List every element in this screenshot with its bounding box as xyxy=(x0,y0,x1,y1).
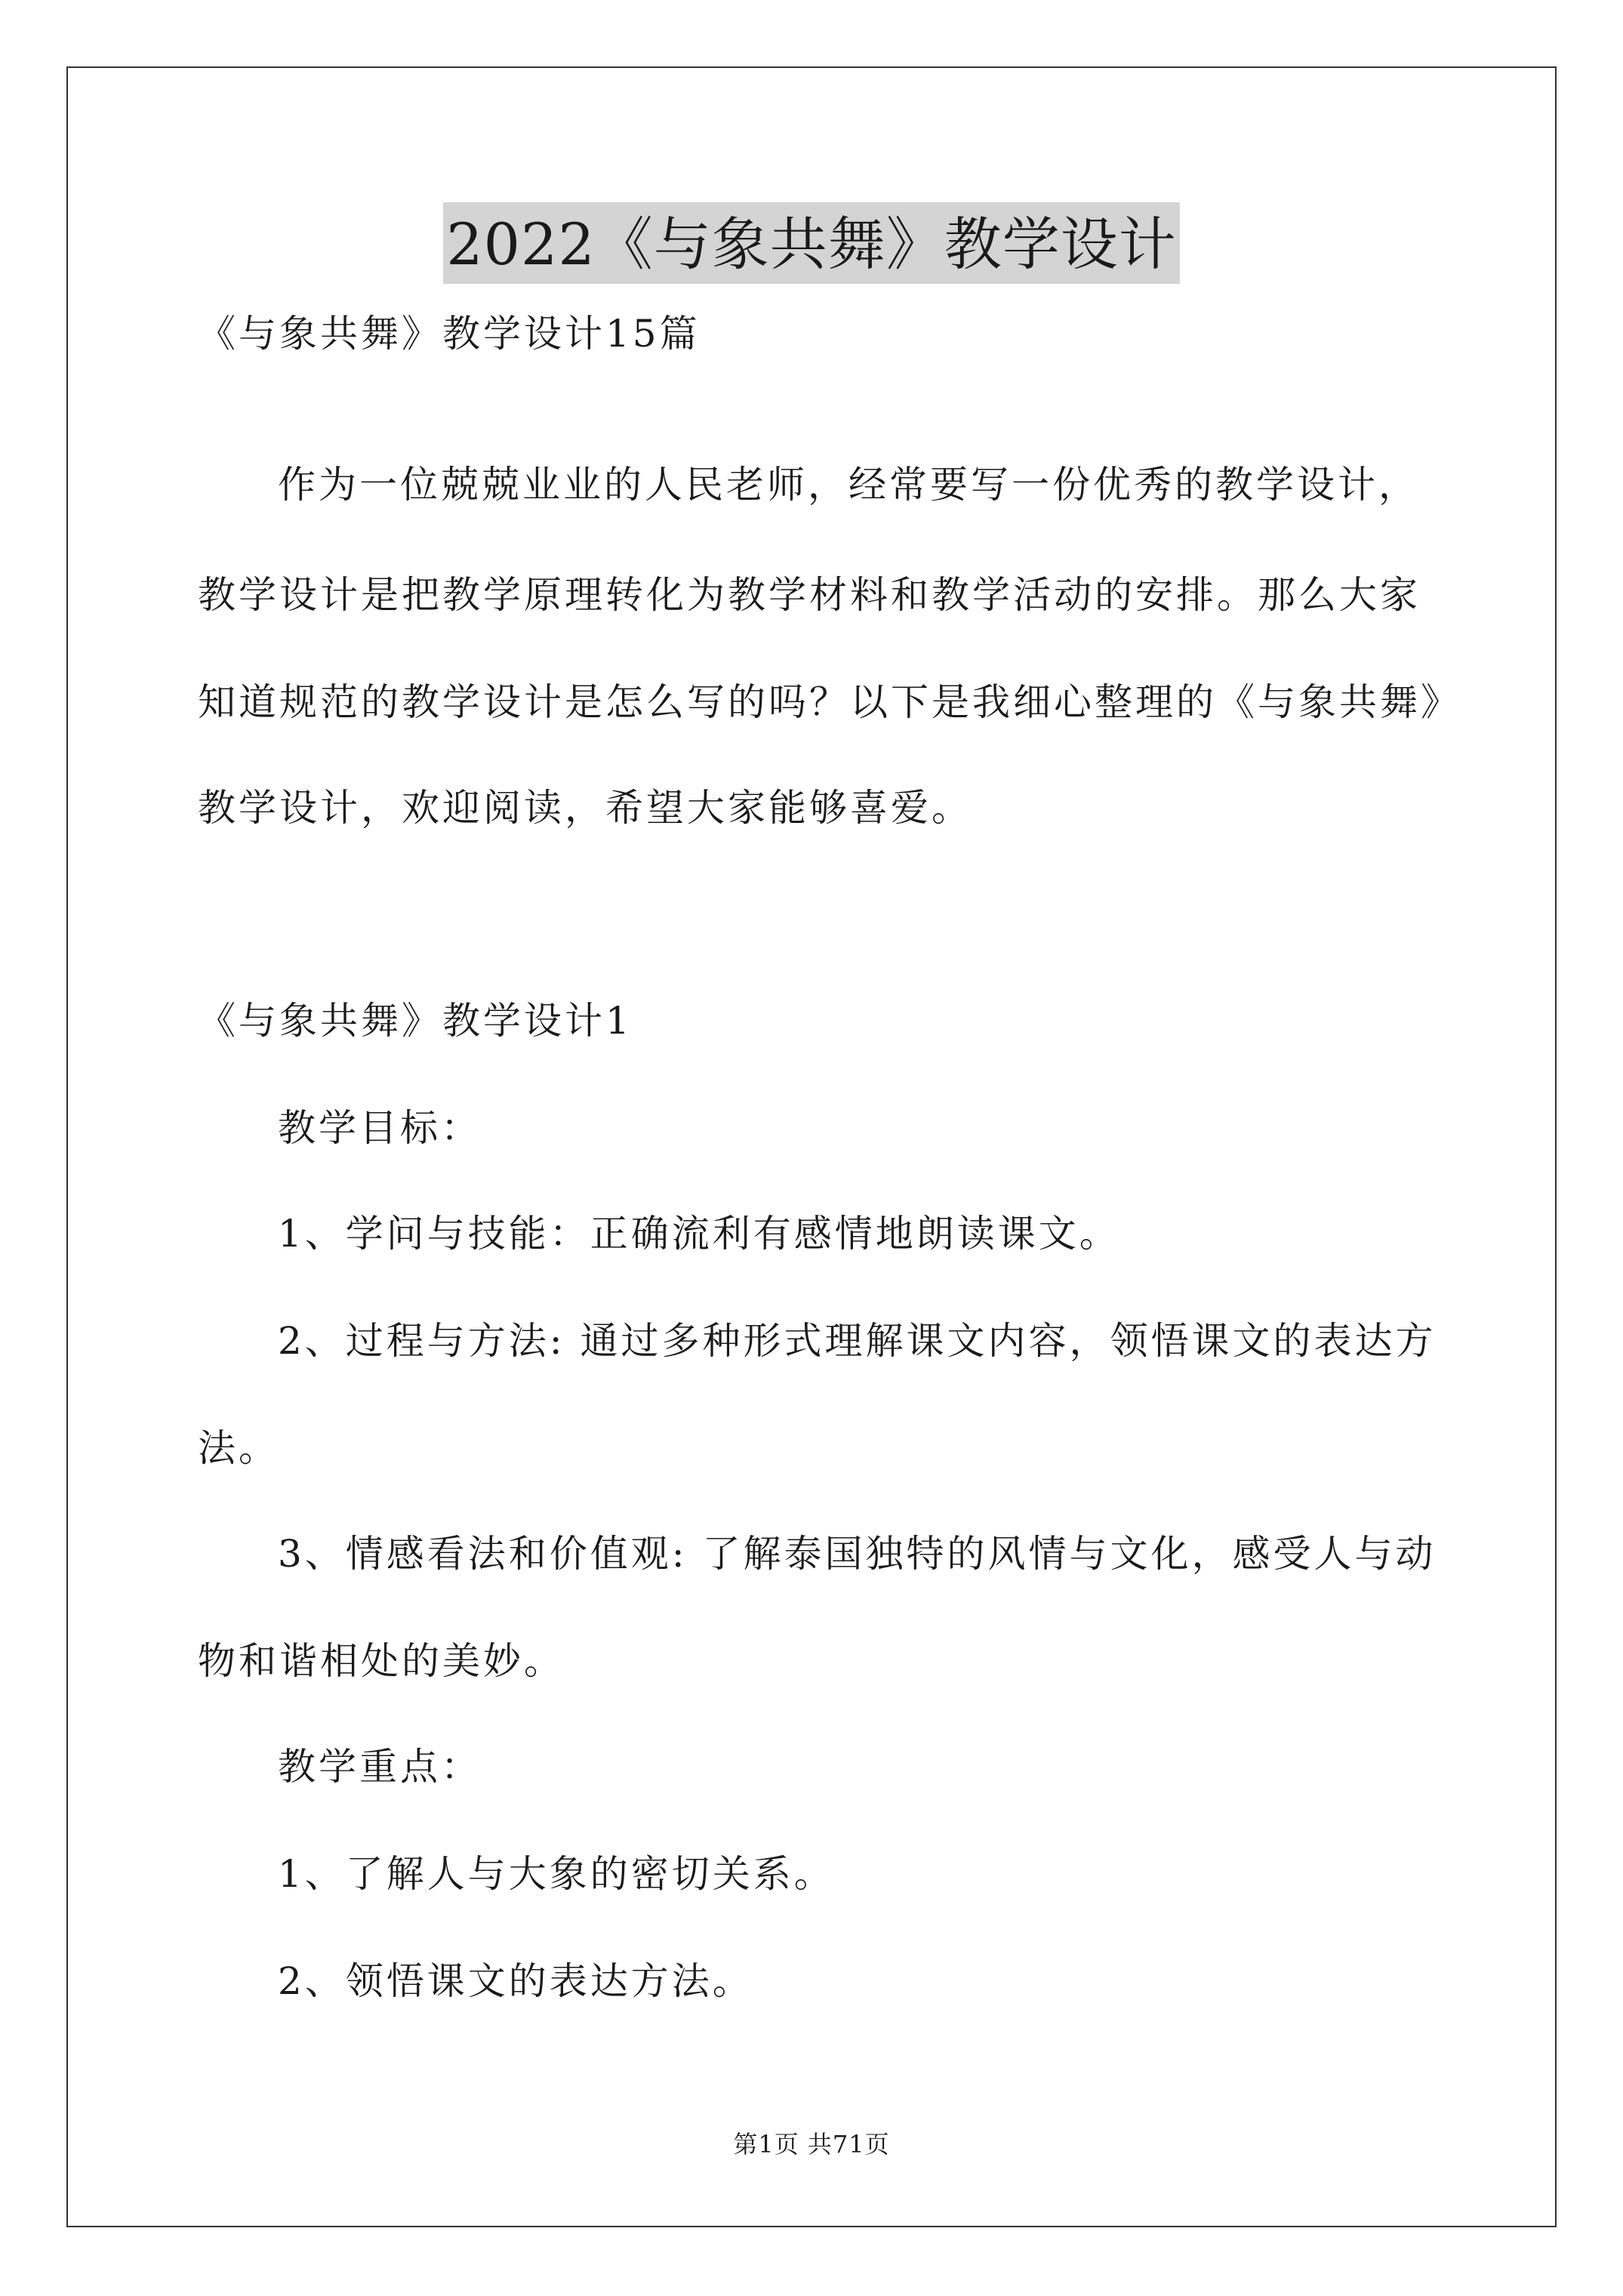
paragraph-line: 2、领悟课文的表达方法。 xyxy=(278,1959,753,2003)
document-title: 2022《与象共舞》教学设计 xyxy=(443,202,1179,284)
subtitle-line: 《与象共舞》教学设计15篇 xyxy=(198,312,701,356)
paragraph-line: 教学目标： xyxy=(278,1106,482,1150)
paragraph-line: 教学设计是把教学原理转化为教学材料和教学活动的安排。那么大家 xyxy=(198,573,1421,617)
title-container xyxy=(0,202,1623,284)
paragraph-line: 教学重点： xyxy=(278,1745,482,1789)
paragraph-line: 作为一位兢兢业业的人民老师，经常要写一份优秀的教学设计， xyxy=(278,463,1419,507)
page-footer: 第1页 共71页 xyxy=(733,2130,890,2159)
paragraph-line: 物和谐相处的美妙。 xyxy=(198,1639,565,1683)
paragraph-line: 1、了解人与大象的密切关系。 xyxy=(278,1852,835,1896)
paragraph-line: 3、情感看法和价值观: 了解泰国独特的风情与文化，感受人与动 xyxy=(278,1532,1437,1576)
paragraph-line: 知道规范的教学设计是怎么写的吗？以下是我细心整理的《与象共舞》 xyxy=(198,680,1461,724)
section-heading: 《与象共舞》教学设计1 xyxy=(198,999,633,1043)
paragraph-line: 2、过程与方法: 通过多种形式理解课文内容，领悟课文的表达方 xyxy=(278,1319,1437,1363)
paragraph-line: 教学设计，欢迎阅读，希望大家能够喜爱。 xyxy=(198,786,972,830)
paragraph-line: 法。 xyxy=(198,1426,279,1470)
paragraph-line: 1、学问与技能：正确流利有感情地朗读课文。 xyxy=(278,1212,1120,1256)
